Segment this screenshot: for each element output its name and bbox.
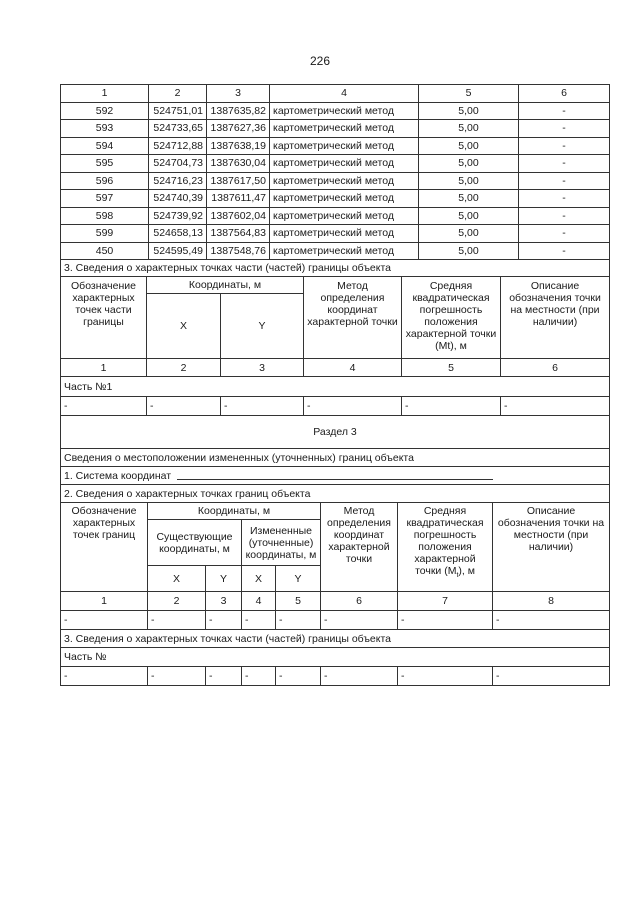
empty-cell: - <box>221 397 304 416</box>
points-table <box>60 84 610 260</box>
empty-cell: - <box>148 611 206 630</box>
point-description: - <box>519 207 610 225</box>
table-row <box>61 611 610 630</box>
coordinate-system-label: 1. Система координат <box>64 469 172 482</box>
point-error: 5,00 <box>419 190 519 208</box>
point-error: 5,00 <box>419 207 519 225</box>
col-header-x: X <box>147 294 221 359</box>
point-error: 5,00 <box>419 242 519 260</box>
table-row <box>61 207 610 225</box>
parts-section-title: 3. Сведения о характерных точках части (частей) границы объекта <box>61 260 610 277</box>
point-x: 524751,01 <box>149 102 207 120</box>
point-y: 1387617,50 <box>207 172 270 190</box>
col-header-existing-y: Y <box>206 566 242 592</box>
point-error: 5,00 <box>419 120 519 138</box>
col-header-designation: Обозначение характерных точек границ <box>61 503 148 592</box>
point-number: 599 <box>61 225 149 243</box>
point-method: картометрический метод <box>270 155 419 173</box>
parts-table <box>60 260 610 503</box>
point-x: 524740,39 <box>149 190 207 208</box>
point-method: картометрический метод <box>270 207 419 225</box>
point-y: 1387548,76 <box>207 242 270 260</box>
col-number-6: 6 <box>321 592 398 611</box>
point-number: 593 <box>61 120 149 138</box>
col-number-5: 5 <box>402 359 501 377</box>
empty-cell: - <box>276 611 321 630</box>
empty-cell: - <box>147 397 221 416</box>
empty-cell: - <box>148 667 206 686</box>
col-number-6: 6 <box>519 85 610 103</box>
table-row <box>61 190 610 208</box>
point-method: картометрический метод <box>270 242 419 260</box>
changed-points-table <box>60 503 610 686</box>
table-row <box>61 102 610 120</box>
point-number: 598 <box>61 207 149 225</box>
empty-cell: - <box>321 611 398 630</box>
point-number: 450 <box>61 242 149 260</box>
point-x: 524595,49 <box>149 242 207 260</box>
empty-cell: - <box>242 611 276 630</box>
col-number-1: 1 <box>61 85 149 103</box>
col-header-description: Описание обозначения точки на местности (при наличии) <box>493 503 610 592</box>
col-number-1: 1 <box>61 359 147 377</box>
col-header-y: Y <box>221 294 304 359</box>
empty-cell: - <box>321 667 398 686</box>
col-header-coordinates: Координаты, м <box>147 277 304 294</box>
col-header-changed-y: Y <box>276 566 321 592</box>
col-number-3: 3 <box>207 85 270 103</box>
empty-cell: - <box>493 611 610 630</box>
point-x: 524733,65 <box>149 120 207 138</box>
point-description: - <box>519 190 610 208</box>
col-number-3: 3 <box>206 592 242 611</box>
col-number-2: 2 <box>148 592 206 611</box>
point-y: 1387635,82 <box>207 102 270 120</box>
table-row <box>61 137 610 155</box>
empty-cell: - <box>206 611 242 630</box>
part-label: Часть № <box>61 648 610 667</box>
point-method: картометрический метод <box>270 172 419 190</box>
col-number-4: 4 <box>242 592 276 611</box>
points-header-row <box>61 85 610 103</box>
point-method: картометрический метод <box>270 102 419 120</box>
point-number: 592 <box>61 102 149 120</box>
point-description: - <box>519 242 610 260</box>
parts-section-title: 3. Сведения о характерных точках части (частей) границы объекта <box>61 630 610 648</box>
point-y: 1387630,04 <box>207 155 270 173</box>
table-row <box>61 155 610 173</box>
empty-cell: - <box>61 611 148 630</box>
empty-cell: - <box>61 397 147 416</box>
point-y: 1387611,47 <box>207 190 270 208</box>
col-number-4: 4 <box>270 85 419 103</box>
col-number-8: 8 <box>493 592 610 611</box>
empty-cell: - <box>398 667 493 686</box>
col-header-description: Описание обозначения точки на местности (при наличии) <box>501 277 610 359</box>
point-method: картометрический метод <box>270 120 419 138</box>
point-y: 1387627,36 <box>207 120 270 138</box>
point-error: 5,00 <box>419 172 519 190</box>
col-header-method: Метод определения координат характерной точки <box>304 277 402 359</box>
table-row <box>61 242 610 260</box>
section-title: Раздел 3 <box>61 416 610 449</box>
part-label: Часть №1 <box>61 377 610 397</box>
col-number-7: 7 <box>398 592 493 611</box>
point-description: - <box>519 120 610 138</box>
empty-cell: - <box>501 397 610 416</box>
point-error: 5,00 <box>419 102 519 120</box>
point-y: 1387638,19 <box>207 137 270 155</box>
col-header-existing: Существующие координаты, м <box>148 520 242 566</box>
table-row <box>61 397 610 416</box>
empty-cell: - <box>398 611 493 630</box>
document-sheet <box>60 84 609 686</box>
col-number-5: 5 <box>419 85 519 103</box>
col-number-5: 5 <box>276 592 321 611</box>
empty-cell: - <box>276 667 321 686</box>
empty-cell: - <box>402 397 501 416</box>
col-number-3: 3 <box>221 359 304 377</box>
col-header-changed-x: X <box>242 566 276 592</box>
point-number: 595 <box>61 155 149 173</box>
point-x: 524704,73 <box>149 155 207 173</box>
point-method: картометрический метод <box>270 137 419 155</box>
table-row <box>61 120 610 138</box>
col-header-changed: Измененные (уточненные) координаты, м <box>242 520 321 566</box>
empty-cell: - <box>242 667 276 686</box>
point-description: - <box>519 225 610 243</box>
point-description: - <box>519 137 610 155</box>
empty-cell: - <box>61 667 148 686</box>
empty-cell: - <box>304 397 402 416</box>
point-x: 524739,92 <box>149 207 207 225</box>
empty-cell: - <box>206 667 242 686</box>
point-y: 1387602,04 <box>207 207 270 225</box>
section-subtitle: Сведения о местоположении измененных (уточненных) границ объекта <box>61 449 610 467</box>
point-number: 596 <box>61 172 149 190</box>
point-error: 5,00 <box>419 225 519 243</box>
point-x: 524658,13 <box>149 225 207 243</box>
point-error: 5,00 <box>419 155 519 173</box>
point-description: - <box>519 155 610 173</box>
coordinate-system-blank-line <box>177 479 493 480</box>
col-header-error: Средняя квадратическая погрешность положения характерной точки (Mt), м <box>402 277 501 359</box>
point-method: картометрический метод <box>270 225 419 243</box>
col-number-2: 2 <box>149 85 207 103</box>
point-y: 1387564,83 <box>207 225 270 243</box>
table-row <box>61 172 610 190</box>
point-description: - <box>519 102 610 120</box>
col-number-2: 2 <box>147 359 221 377</box>
col-number-4: 4 <box>304 359 402 377</box>
point-error: 5,00 <box>419 137 519 155</box>
point-number: 594 <box>61 137 149 155</box>
point-x: 524712,88 <box>149 137 207 155</box>
point-x: 524716,23 <box>149 172 207 190</box>
col-header-existing-x: X <box>148 566 206 592</box>
col-number-1: 1 <box>61 592 148 611</box>
point-description: - <box>519 172 610 190</box>
point-method: картометрический метод <box>270 190 419 208</box>
coordinate-system-row <box>61 467 610 485</box>
point-number: 597 <box>61 190 149 208</box>
col-number-6: 6 <box>501 359 610 377</box>
col-header-method: Метод определения координат характерной точки <box>321 503 398 592</box>
page-number: 226 <box>309 54 331 68</box>
col-header-coordinates: Координаты, м <box>148 503 321 520</box>
points-section-title: 2. Сведения о характерных точках границ объекта <box>61 485 610 503</box>
empty-cell: - <box>493 667 610 686</box>
col-header-error: Средняя квадратическая погрешность положения характерной точки $(M_t)$, м <box>398 503 493 592</box>
table-row <box>61 667 610 686</box>
col-header-designation: Обозначение характерных точек части границы <box>61 277 147 359</box>
table-row <box>61 225 610 243</box>
